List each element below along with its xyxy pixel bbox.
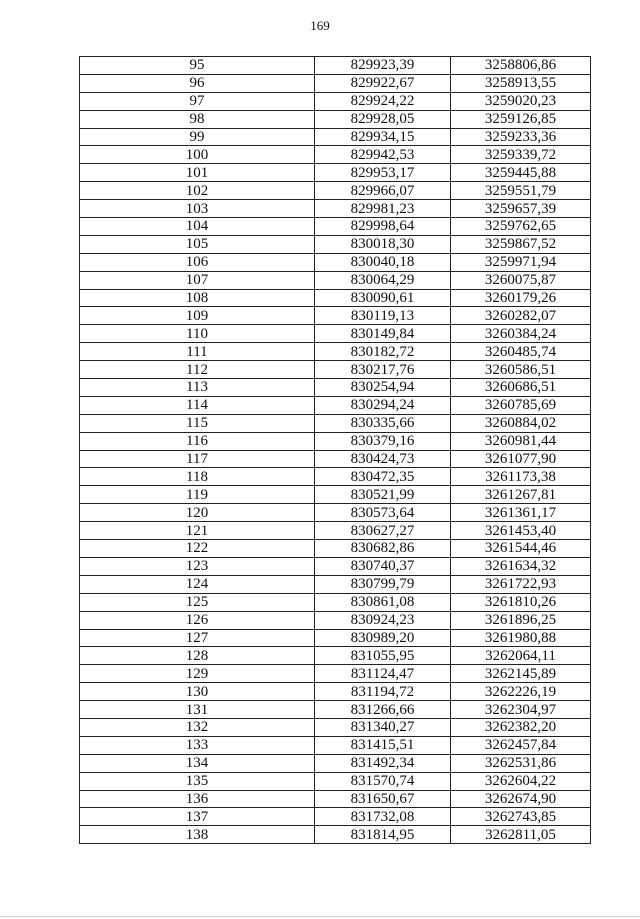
table-row <box>80 218 591 236</box>
x-coordinate-cell: 830472,35 <box>315 468 451 486</box>
point-number-cell: 96 <box>80 74 315 92</box>
y-coordinate-cell: 3259971,94 <box>451 253 591 271</box>
y-coordinate-cell: 3261077,90 <box>451 450 591 468</box>
table-row <box>80 289 591 307</box>
x-coordinate-cell: 831266,66 <box>315 701 451 719</box>
y-coordinate-cell: 3259233,36 <box>451 128 591 146</box>
table-row <box>80 432 591 450</box>
y-coordinate-cell: 3261896,25 <box>451 611 591 629</box>
x-coordinate-cell: 830018,30 <box>315 235 451 253</box>
x-coordinate-cell: 830182,72 <box>315 343 451 361</box>
x-coordinate-cell: 831492,34 <box>315 754 451 772</box>
x-coordinate-cell: 829923,39 <box>315 57 451 75</box>
y-coordinate-cell: 3260179,26 <box>451 289 591 307</box>
x-coordinate-cell: 830740,37 <box>315 557 451 575</box>
y-coordinate-cell: 3261173,38 <box>451 468 591 486</box>
coordinates-table <box>79 56 591 844</box>
table-row <box>80 307 591 325</box>
table-row <box>80 164 591 182</box>
y-coordinate-cell: 3260282,07 <box>451 307 591 325</box>
y-coordinate-cell: 3261544,46 <box>451 540 591 558</box>
x-coordinate-cell: 831570,74 <box>315 772 451 790</box>
y-coordinate-cell: 3262145,89 <box>451 665 591 683</box>
y-coordinate-cell: 3262743,85 <box>451 808 591 826</box>
point-number-cell: 107 <box>80 271 315 289</box>
x-coordinate-cell: 829934,15 <box>315 128 451 146</box>
y-coordinate-cell: 3258806,86 <box>451 57 591 75</box>
y-coordinate-cell: 3259867,52 <box>451 235 591 253</box>
point-number-cell: 126 <box>80 611 315 629</box>
table-row <box>80 361 591 379</box>
y-coordinate-cell: 3258913,55 <box>451 74 591 92</box>
table-row <box>80 718 591 736</box>
y-coordinate-cell: 3259339,72 <box>451 146 591 164</box>
y-coordinate-cell: 3260485,74 <box>451 343 591 361</box>
point-number-cell: 104 <box>80 218 315 236</box>
y-coordinate-cell: 3259657,39 <box>451 200 591 218</box>
table-row <box>80 808 591 826</box>
x-coordinate-cell: 830627,27 <box>315 522 451 540</box>
point-number-cell: 132 <box>80 718 315 736</box>
point-number-cell: 138 <box>80 826 315 844</box>
x-coordinate-cell: 831124,47 <box>315 665 451 683</box>
point-number-cell: 101 <box>80 164 315 182</box>
point-number-cell: 125 <box>80 593 315 611</box>
point-number-cell: 102 <box>80 182 315 200</box>
table-row <box>80 486 591 504</box>
point-number-cell: 119 <box>80 486 315 504</box>
point-number-cell: 116 <box>80 432 315 450</box>
y-coordinate-cell: 3262604,22 <box>451 772 591 790</box>
point-number-cell: 115 <box>80 414 315 432</box>
table-row <box>80 593 591 611</box>
x-coordinate-cell: 830424,73 <box>315 450 451 468</box>
point-number-cell: 109 <box>80 307 315 325</box>
y-coordinate-cell: 3259020,23 <box>451 92 591 110</box>
table-row <box>80 253 591 271</box>
point-number-cell: 122 <box>80 540 315 558</box>
point-number-cell: 136 <box>80 790 315 808</box>
table-row <box>80 128 591 146</box>
x-coordinate-cell: 830799,79 <box>315 575 451 593</box>
point-number-cell: 121 <box>80 522 315 540</box>
y-coordinate-cell: 3262674,90 <box>451 790 591 808</box>
point-number-cell: 108 <box>80 289 315 307</box>
x-coordinate-cell: 830924,23 <box>315 611 451 629</box>
point-number-cell: 129 <box>80 665 315 683</box>
table-row <box>80 540 591 558</box>
table-row <box>80 557 591 575</box>
x-coordinate-cell: 831732,08 <box>315 808 451 826</box>
y-coordinate-cell: 3262457,84 <box>451 736 591 754</box>
x-coordinate-cell: 829966,07 <box>315 182 451 200</box>
point-number-cell: 128 <box>80 647 315 665</box>
table-row <box>80 414 591 432</box>
x-coordinate-cell: 830064,29 <box>315 271 451 289</box>
point-number-cell: 135 <box>80 772 315 790</box>
coordinates-table-body <box>80 57 591 844</box>
point-number-cell: 98 <box>80 110 315 128</box>
point-number-cell: 127 <box>80 629 315 647</box>
y-coordinate-cell: 3261810,26 <box>451 593 591 611</box>
x-coordinate-cell: 831415,51 <box>315 736 451 754</box>
x-coordinate-cell: 829928,05 <box>315 110 451 128</box>
y-coordinate-cell: 3262382,20 <box>451 718 591 736</box>
point-number-cell: 106 <box>80 253 315 271</box>
x-coordinate-cell: 829981,23 <box>315 200 451 218</box>
point-number-cell: 97 <box>80 92 315 110</box>
x-coordinate-cell: 830119,13 <box>315 307 451 325</box>
y-coordinate-cell: 3260686,51 <box>451 379 591 397</box>
table-row <box>80 647 591 665</box>
table-row <box>80 736 591 754</box>
y-coordinate-cell: 3262811,05 <box>451 826 591 844</box>
table-row <box>80 611 591 629</box>
y-coordinate-cell: 3260075,87 <box>451 271 591 289</box>
x-coordinate-cell: 831194,72 <box>315 683 451 701</box>
x-coordinate-cell: 830379,16 <box>315 432 451 450</box>
y-coordinate-cell: 3261980,88 <box>451 629 591 647</box>
point-number-cell: 124 <box>80 575 315 593</box>
x-coordinate-cell: 829998,64 <box>315 218 451 236</box>
x-coordinate-cell: 829942,53 <box>315 146 451 164</box>
table-row <box>80 379 591 397</box>
x-coordinate-cell: 830217,76 <box>315 361 451 379</box>
y-coordinate-cell: 3259445,88 <box>451 164 591 182</box>
y-coordinate-cell: 3261361,17 <box>451 504 591 522</box>
point-number-cell: 134 <box>80 754 315 772</box>
table-row <box>80 826 591 844</box>
point-number-cell: 112 <box>80 361 315 379</box>
point-number-cell: 131 <box>80 701 315 719</box>
table-row <box>80 504 591 522</box>
table-row <box>80 343 591 361</box>
table-row <box>80 701 591 719</box>
y-coordinate-cell: 3261267,81 <box>451 486 591 504</box>
table-row <box>80 522 591 540</box>
point-number-cell: 114 <box>80 396 315 414</box>
x-coordinate-cell: 830090,61 <box>315 289 451 307</box>
y-coordinate-cell: 3261634,32 <box>451 557 591 575</box>
y-coordinate-cell: 3261453,40 <box>451 522 591 540</box>
point-number-cell: 103 <box>80 200 315 218</box>
table-row <box>80 450 591 468</box>
table-row <box>80 182 591 200</box>
x-coordinate-cell: 829953,17 <box>315 164 451 182</box>
y-coordinate-cell: 3259551,79 <box>451 182 591 200</box>
page-bottom-edge <box>0 916 640 917</box>
table-row <box>80 629 591 647</box>
x-coordinate-cell: 830989,20 <box>315 629 451 647</box>
x-coordinate-cell: 830294,24 <box>315 396 451 414</box>
point-number-cell: 137 <box>80 808 315 826</box>
y-coordinate-cell: 3262531,86 <box>451 754 591 772</box>
point-number-cell: 120 <box>80 504 315 522</box>
x-coordinate-cell: 831340,27 <box>315 718 451 736</box>
x-coordinate-cell: 830521,99 <box>315 486 451 504</box>
point-number-cell: 118 <box>80 468 315 486</box>
x-coordinate-cell: 829922,67 <box>315 74 451 92</box>
point-number-cell: 117 <box>80 450 315 468</box>
x-coordinate-cell: 831814,95 <box>315 826 451 844</box>
x-coordinate-cell: 830335,66 <box>315 414 451 432</box>
x-coordinate-cell: 830254,94 <box>315 379 451 397</box>
table-row <box>80 396 591 414</box>
table-row <box>80 200 591 218</box>
y-coordinate-cell: 3260981,44 <box>451 432 591 450</box>
y-coordinate-cell: 3262304,97 <box>451 701 591 719</box>
table-row <box>80 57 591 75</box>
table-row <box>80 92 591 110</box>
table-row <box>80 235 591 253</box>
point-number-cell: 100 <box>80 146 315 164</box>
point-number-cell: 123 <box>80 557 315 575</box>
point-number-cell: 130 <box>80 683 315 701</box>
x-coordinate-cell: 831055,95 <box>315 647 451 665</box>
table-row <box>80 146 591 164</box>
table-row <box>80 271 591 289</box>
x-coordinate-cell: 830040,18 <box>315 253 451 271</box>
x-coordinate-cell: 830149,84 <box>315 325 451 343</box>
x-coordinate-cell: 830573,64 <box>315 504 451 522</box>
y-coordinate-cell: 3262226,19 <box>451 683 591 701</box>
x-coordinate-cell: 830861,08 <box>315 593 451 611</box>
y-coordinate-cell: 3262064,11 <box>451 647 591 665</box>
table-row <box>80 772 591 790</box>
table-row <box>80 683 591 701</box>
table-row <box>80 74 591 92</box>
point-number-cell: 105 <box>80 235 315 253</box>
y-coordinate-cell: 3260586,51 <box>451 361 591 379</box>
y-coordinate-cell: 3261722,93 <box>451 575 591 593</box>
table-row <box>80 790 591 808</box>
y-coordinate-cell: 3259126,85 <box>451 110 591 128</box>
table-row <box>80 110 591 128</box>
point-number-cell: 95 <box>80 57 315 75</box>
table-row <box>80 665 591 683</box>
y-coordinate-cell: 3259762,65 <box>451 218 591 236</box>
point-number-cell: 133 <box>80 736 315 754</box>
point-number-cell: 111 <box>80 343 315 361</box>
table-row <box>80 468 591 486</box>
table-row <box>80 575 591 593</box>
point-number-cell: 113 <box>80 379 315 397</box>
y-coordinate-cell: 3260785,69 <box>451 396 591 414</box>
point-number-cell: 110 <box>80 325 315 343</box>
x-coordinate-cell: 830682,86 <box>315 540 451 558</box>
table-row <box>80 325 591 343</box>
page-number: 169 <box>310 18 330 33</box>
x-coordinate-cell: 831650,67 <box>315 790 451 808</box>
y-coordinate-cell: 3260384,24 <box>451 325 591 343</box>
y-coordinate-cell: 3260884,02 <box>451 414 591 432</box>
table-row <box>80 754 591 772</box>
x-coordinate-cell: 829924,22 <box>315 92 451 110</box>
point-number-cell: 99 <box>80 128 315 146</box>
